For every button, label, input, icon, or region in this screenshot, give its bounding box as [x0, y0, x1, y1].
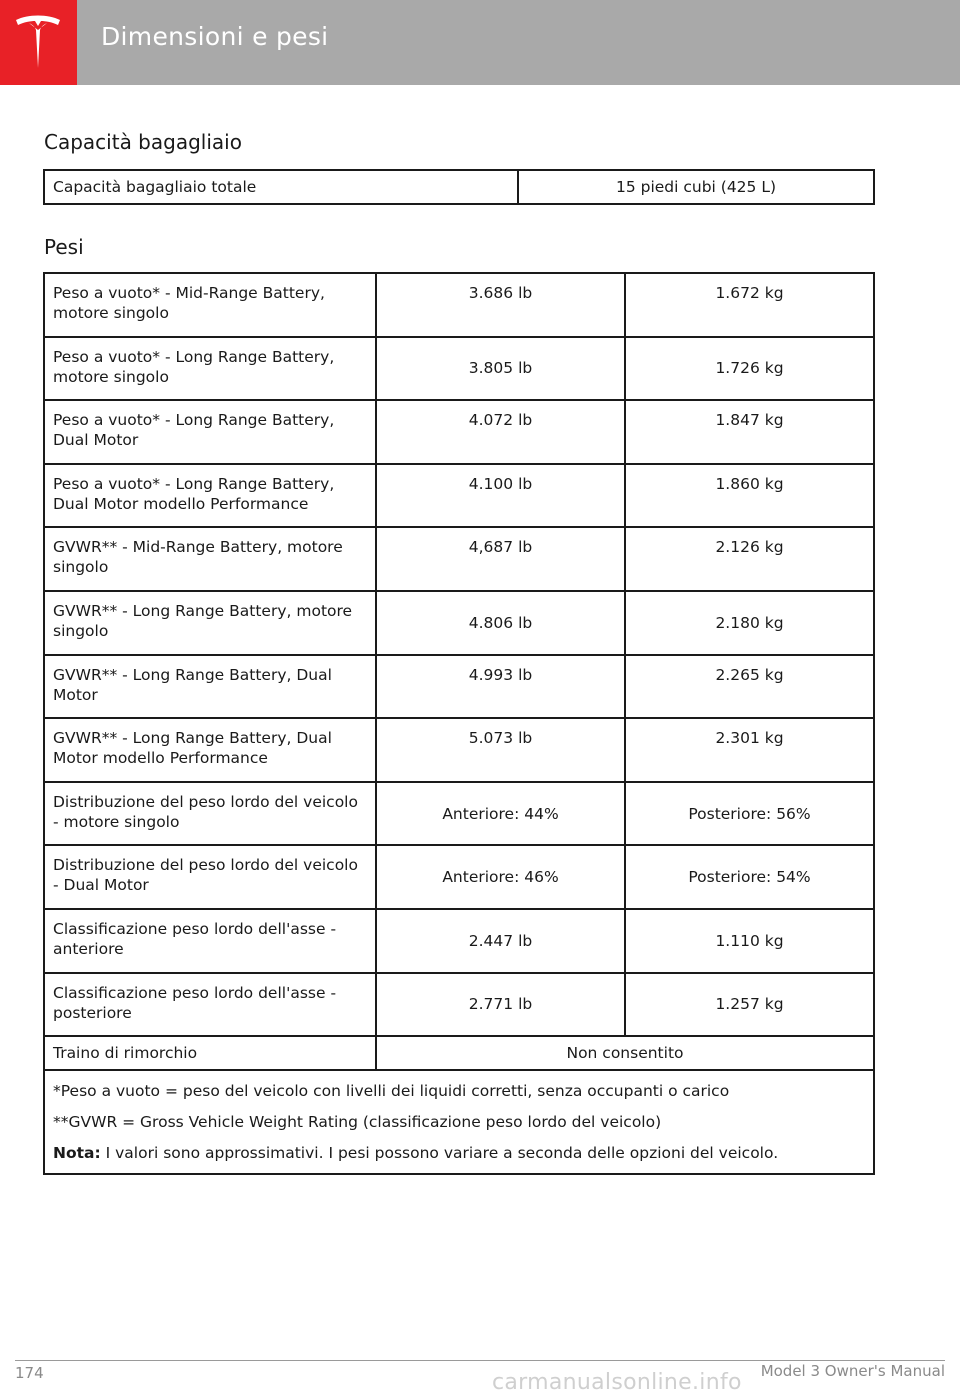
- weight-label: GVWR** - Long Range Battery, Dual Motor modello Performance: [44, 718, 376, 782]
- table-row: [44, 655, 874, 719]
- weight-value-lb: 4,687 lb: [376, 527, 625, 591]
- weight-value-lb: 4.072 lb: [376, 400, 625, 464]
- towing-value: Non consentito: [376, 1036, 874, 1070]
- notes-cell: [44, 1070, 874, 1174]
- weight-value-kg: 2.180 kg: [625, 591, 874, 655]
- notes-row: [44, 1070, 874, 1174]
- table-row: [44, 718, 874, 782]
- weight-value-kg: 1.860 kg: [625, 464, 874, 528]
- table-row: [44, 400, 874, 464]
- weight-value-lb: 5.073 lb: [376, 718, 625, 782]
- weight-label: Classificazione peso lordo dell'asse - anteriore: [44, 909, 376, 973]
- weight-value-kg: Posteriore: 54%: [625, 845, 874, 909]
- table-row: [44, 527, 874, 591]
- cargo-table: [43, 169, 875, 205]
- page-header: [0, 0, 960, 85]
- weight-value-kg: 1.672 kg: [625, 273, 874, 337]
- weight-value-lb: 2.771 lb: [376, 973, 625, 1037]
- weight-value-kg: 1.847 kg: [625, 400, 874, 464]
- footnote-curb-weight: *Peso a vuoto = peso del veicolo con livelli dei liquidi corretti, senza occupanti o carico: [53, 1082, 730, 1101]
- table-row: [44, 845, 874, 909]
- cargo-value: 15 piedi cubi (425 L): [518, 170, 874, 204]
- table-row: [44, 1036, 874, 1070]
- page-number: 174: [15, 1364, 44, 1382]
- weights-heading: Pesi: [44, 235, 84, 259]
- weight-value-lb: 2.447 lb: [376, 909, 625, 973]
- weight-value-lb: 4.100 lb: [376, 464, 625, 528]
- table-row: [44, 973, 874, 1037]
- weights-table: [43, 272, 875, 1175]
- cargo-label: Capacità bagagliaio totale: [44, 170, 518, 204]
- weight-label: GVWR** - Mid-Range Battery, motore singolo: [44, 527, 376, 591]
- weight-label: Classificazione peso lordo dell'asse - posteriore: [44, 973, 376, 1037]
- page-header-title: Dimensioni e pesi: [101, 22, 329, 51]
- weight-value-lb: 4.806 lb: [376, 591, 625, 655]
- watermark: carmanualsonline.info: [492, 1370, 742, 1395]
- weight-label: Peso a vuoto* - Long Range Battery, motore singolo: [44, 337, 376, 401]
- weight-value-lb: Anteriore: 44%: [376, 782, 625, 846]
- weight-label: Distribuzione del peso lordo del veicolo - Dual Motor: [44, 845, 376, 909]
- note-label: Nota:: [53, 1144, 101, 1163]
- table-row: [44, 782, 874, 846]
- table-row: [44, 909, 874, 973]
- weight-value-kg: Posteriore: 56%: [625, 782, 874, 846]
- table-row: [44, 464, 874, 528]
- weight-value-kg: 2.126 kg: [625, 527, 874, 591]
- footnote-gvwr: **GVWR = Gross Vehicle Weight Rating (classificazione peso lordo del veicolo): [53, 1113, 662, 1132]
- brand-logo-box: [0, 0, 77, 85]
- weight-label: GVWR** - Long Range Battery, Dual Motor: [44, 655, 376, 719]
- weight-value-kg: 1.726 kg: [625, 337, 874, 401]
- table-row: [44, 337, 874, 401]
- weight-value-lb: Anteriore: 46%: [376, 845, 625, 909]
- towing-label: Traino di rimorchio: [44, 1036, 376, 1070]
- weight-label: Peso a vuoto* - Mid-Range Battery, motore singolo: [44, 273, 376, 337]
- table-row: [44, 273, 874, 337]
- weight-value-lb: 3.805 lb: [376, 337, 625, 401]
- weight-value-kg: 2.301 kg: [625, 718, 874, 782]
- tesla-logo-icon: [14, 14, 62, 72]
- weight-label: Peso a vuoto* - Long Range Battery, Dual Motor modello Performance: [44, 464, 376, 528]
- weight-value-kg: 1.257 kg: [625, 973, 874, 1037]
- note-paragraph: [53, 1143, 865, 1163]
- weight-label: Peso a vuoto* - Long Range Battery, Dual Motor: [44, 400, 376, 464]
- weight-value-lb: 3.686 lb: [376, 273, 625, 337]
- weight-label: GVWR** - Long Range Battery, motore singolo: [44, 591, 376, 655]
- weight-value-kg: 1.110 kg: [625, 909, 874, 973]
- note-text: I valori sono approssimativi. I pesi possono variare a seconda delle opzioni del veicolo.: [100, 1144, 779, 1163]
- table-row: [44, 591, 874, 655]
- footer-divider: [15, 1360, 945, 1361]
- cargo-heading: Capacità bagagliaio: [44, 130, 242, 154]
- weight-label: Distribuzione del peso lordo del veicolo - motore singolo: [44, 782, 376, 846]
- table-row: [44, 170, 874, 204]
- weight-value-lb: 4.993 lb: [376, 655, 625, 719]
- weight-value-kg: 2.265 kg: [625, 655, 874, 719]
- manual-title: Model 3 Owner's Manual: [760, 1362, 945, 1380]
